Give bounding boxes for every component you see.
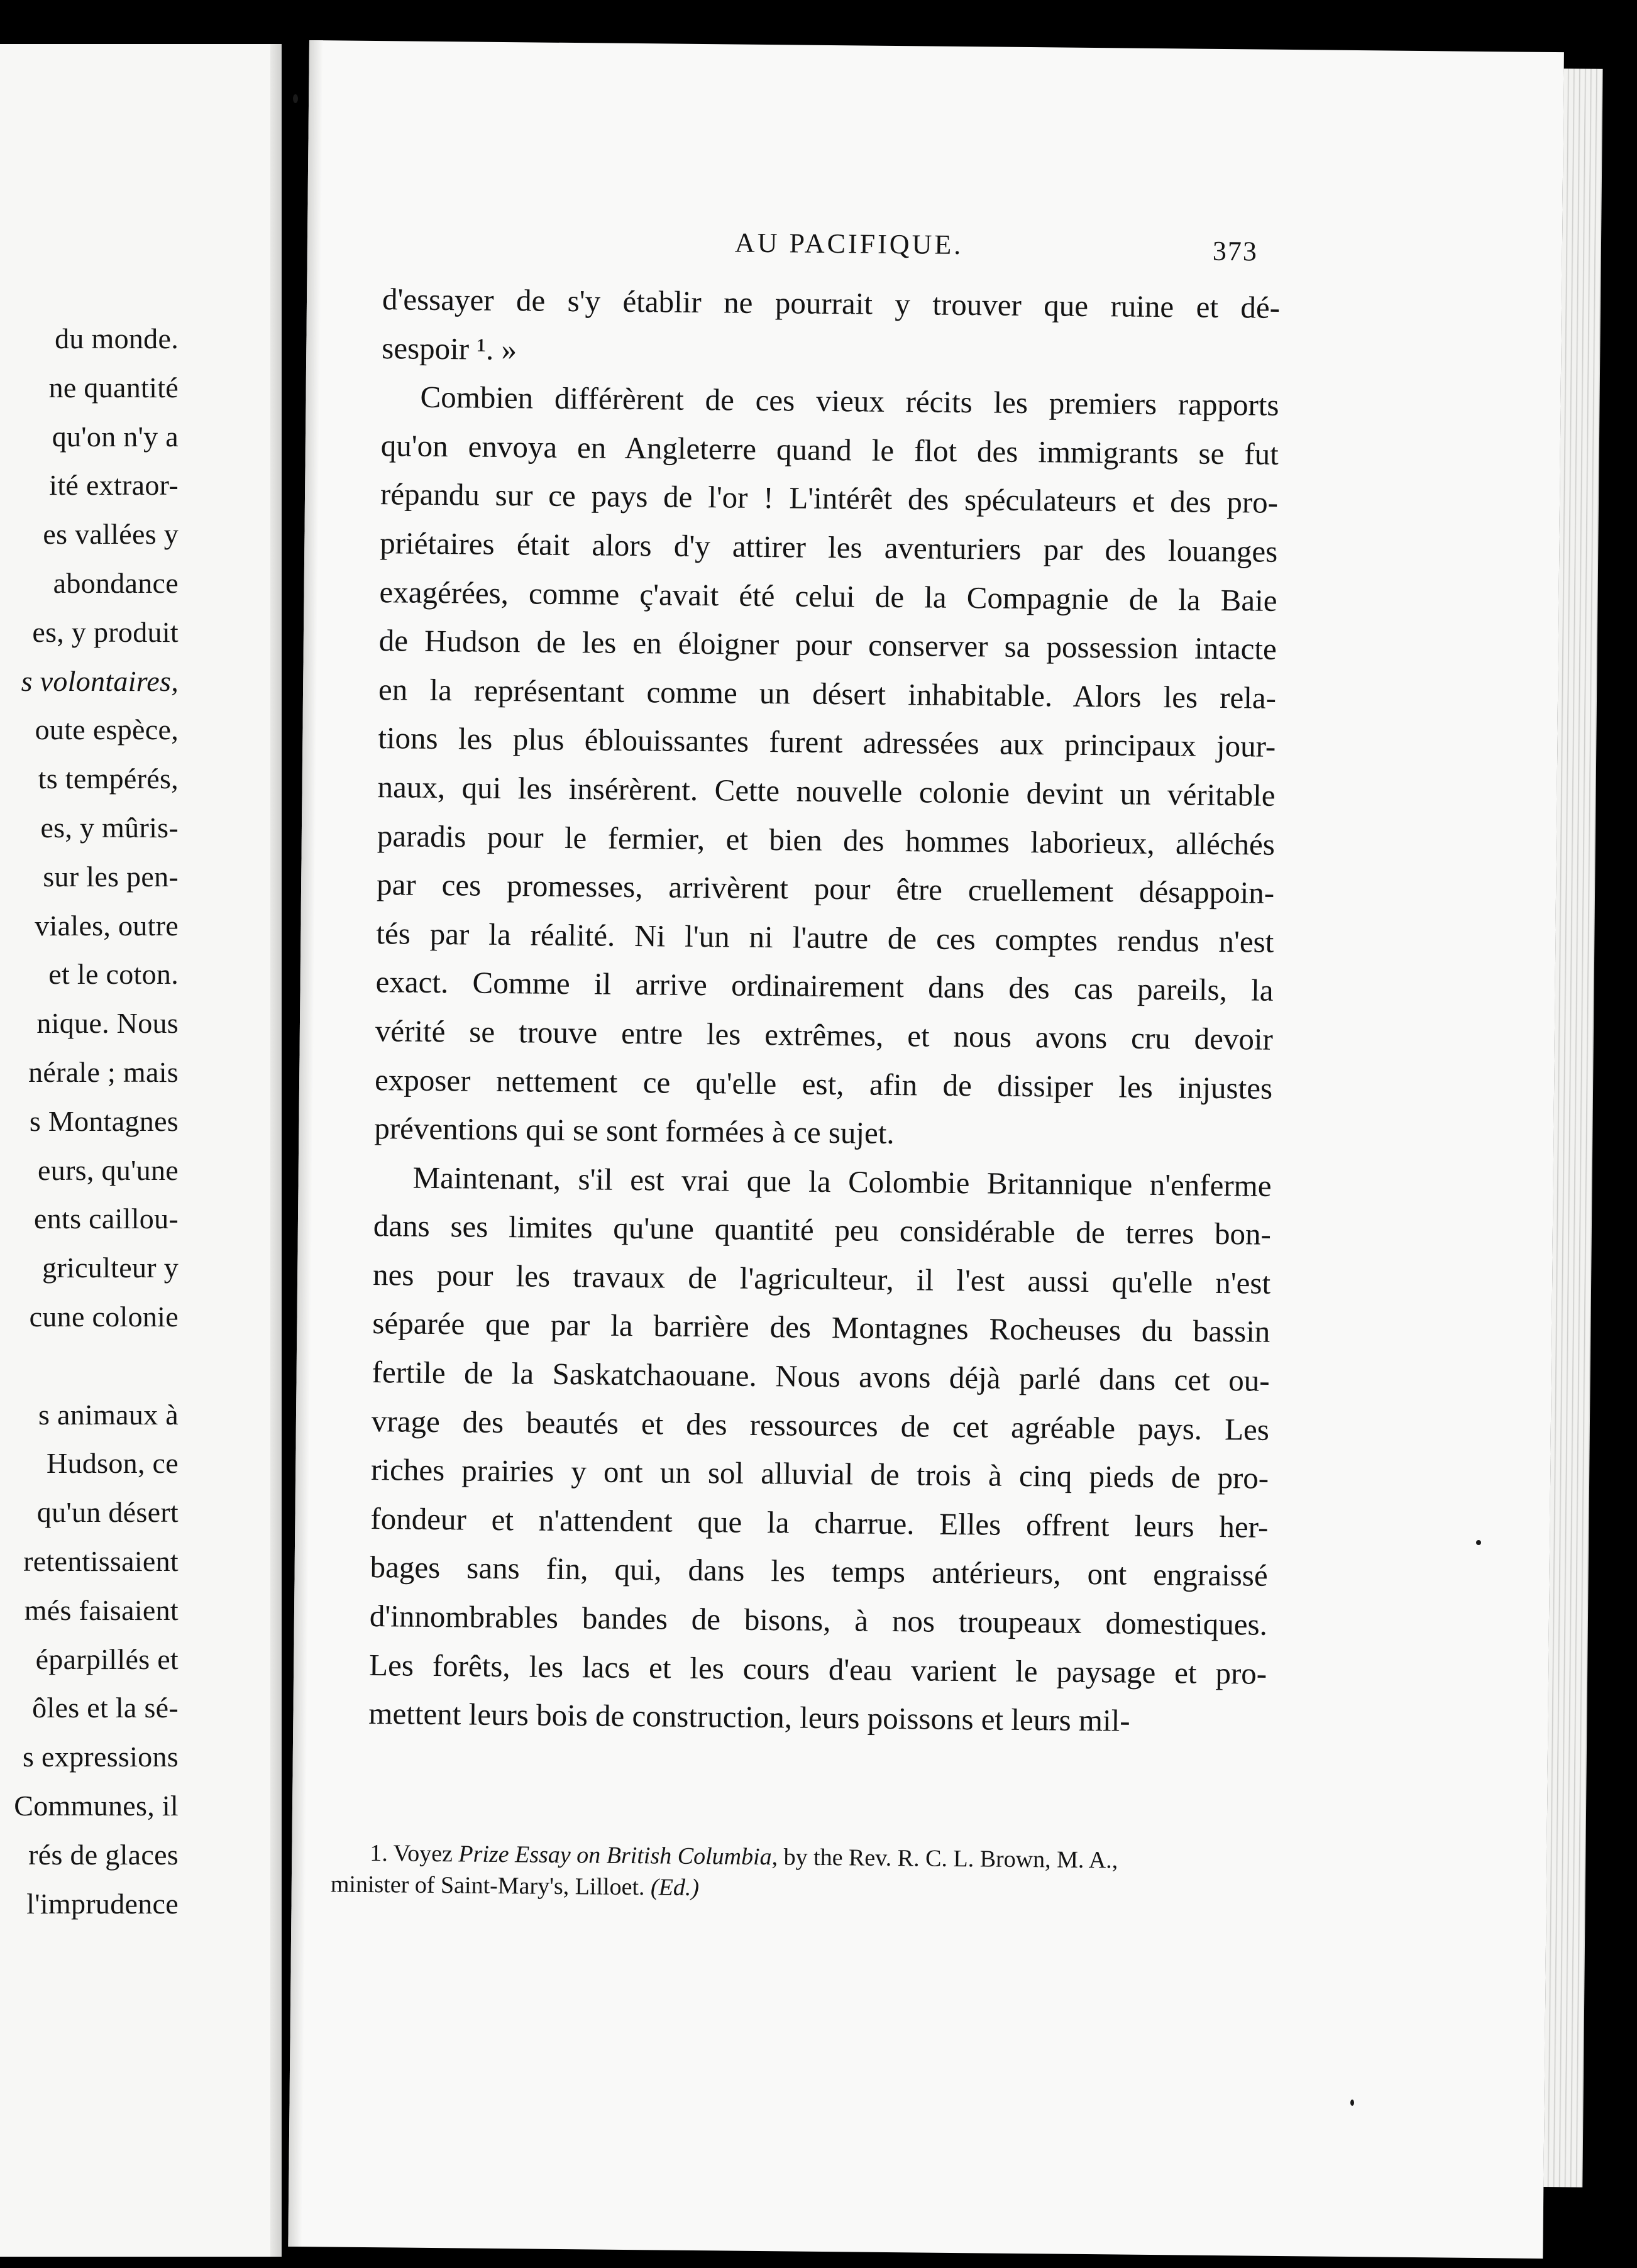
footnote-text-after: by the Rev. R. C. L. Brown, M. A., (783, 1844, 1118, 1874)
left-page-line: ts tempérés, (38, 762, 179, 795)
body-line: tions les plus éblouissantes furent adressées aux principaux jour- (378, 720, 1276, 764)
body-line: d'innombrables bandes de bisons, à nos troupeaux domestiques. (369, 1599, 1268, 1642)
body-line: Maintenant, s'il est vrai que la Colombie Britannique n'enferme (412, 1160, 1272, 1203)
left-page-line: ents caillou- (34, 1203, 179, 1235)
left-page-line: es, y produit (32, 615, 179, 648)
footnote-editor-mark: (Ed.) (650, 1874, 700, 1902)
left-page-line: es vallées y (43, 518, 179, 551)
left-page-line: cune colonie (29, 1300, 179, 1333)
page-edge-stack (1543, 69, 1602, 2187)
left-page-line: oute espèce, (35, 713, 179, 746)
left-page-line: Hudson, ce (47, 1447, 179, 1480)
scan-speck (293, 94, 298, 103)
left-page-line: retentissaient (23, 1544, 179, 1577)
left-page-text (0, 314, 179, 1928)
body-line: naux, qui les insérèrent. Cette nouvelle colonie devint un véritable (377, 769, 1276, 813)
left-page-line: et le coton. (48, 958, 179, 991)
body-line: exact. Comme il arrive ordinairement dans des cas pareils, la (375, 964, 1274, 1008)
left-page-line: s Montagnes (29, 1104, 179, 1137)
left-page-line: s expressions (23, 1741, 179, 1773)
body-line: bages sans fin, qui, dans les temps antérieurs, ont engraissé (370, 1550, 1268, 1594)
left-page-line: nique. Nous (36, 1007, 179, 1040)
left-page-line: nérale ; mais (28, 1055, 179, 1088)
left-page-line: eurs, qu'une (38, 1153, 179, 1186)
body-line: paradis pour le fermier, et bien des hommes laborieux, alléchés (377, 818, 1276, 862)
left-page-line: s animaux à (38, 1398, 179, 1431)
footnote-text-before: Voyez (393, 1840, 453, 1868)
scan-speck (1476, 1540, 1481, 1545)
body-line: vrage des beautés et des ressources de cet agréable pays. Les (371, 1403, 1270, 1447)
left-page-line (0, 1341, 179, 1390)
body-line: Combien différèrent de ces vieux récits les premiers rapports (420, 379, 1279, 423)
body-line: sespoir ¹. » (382, 330, 517, 366)
left-page-line: Communes, il (14, 1789, 179, 1822)
body-line: d'essayer de s'y établir ne pourrait y trouver que ruine et dé- (382, 282, 1281, 325)
left-page-line: es, y mûris- (40, 811, 179, 844)
body-line: nes pour les travaux de l'agriculteur, il l'est aussi qu'elle n'est (372, 1257, 1271, 1301)
left-page-line: més faisaient (24, 1594, 179, 1626)
footnote-marker: 1. (370, 1840, 389, 1867)
body-line: tés par la réalité. Ni l'un ni l'autre de ces comptes rendus n'est (376, 915, 1274, 959)
body-line: riches prairies y ont un sol alluvial de trois à cinq pieds de pro- (370, 1452, 1269, 1496)
left-page-line: sur les pen- (43, 860, 179, 893)
body-line: de Hudson de les en éloigner pour conserver sa possession intacte (378, 623, 1277, 666)
body-line: en la représentant comme un désert inhabitable. Alors les rela- (378, 671, 1277, 715)
body-line: fondeur et n'attendent que la charrue. Elles offrent leurs her- (370, 1500, 1269, 1544)
running-head: AU PACIFIQUE. (734, 227, 964, 260)
left-page-line: du monde. (55, 322, 179, 355)
body-line: dans ses limites qu'une quantité peu considérable de terres bon- (373, 1208, 1272, 1252)
footnote-line-2-text: minister of Saint-Mary's, Lilloet. (330, 1871, 645, 1901)
page-gutter-shadow (288, 40, 323, 2247)
body-line: par ces promesses, arrivèrent pour être cruellement désappoin- (376, 867, 1275, 910)
left-page-line: s volontaires, (21, 664, 179, 697)
body-line: fertile de la Saskatchaouane. Nous avons déjà parlé dans cet ou- (372, 1355, 1270, 1398)
left-page-line: éparpillés et (35, 1643, 179, 1675)
left-facing-page (0, 44, 282, 2257)
left-page-line: rés de glaces (28, 1838, 179, 1871)
body-line: qu'on envoya en Angleterre quand le flot des immigrants se fut (380, 427, 1279, 471)
scan-speck (1350, 2100, 1354, 2106)
body-text (368, 275, 1280, 1746)
body-line: Les forêts, les lacs et les cours d'eau varient le paysage et pro- (368, 1647, 1267, 1691)
body-line: séparée que par la barrière des Montagnes Rocheuses du bassin (372, 1306, 1270, 1350)
left-page-line: ne quantité (48, 371, 179, 404)
left-page-line: abondance (53, 566, 179, 599)
footnote-title: Prize Essay on British Columbia, (458, 1841, 778, 1871)
body-line: exposer nettement ce qu'elle est, afin de dissiper les injustes (374, 1062, 1273, 1106)
body-line: vérité se trouve entre les extrêmes, et nous avons cru devoir (375, 1013, 1274, 1057)
body-line: préventions qui se sont formées à ce sujet. (374, 1111, 895, 1151)
footnote (331, 1837, 1262, 1908)
left-page-line: viales, outre (35, 909, 179, 942)
left-page-line: griculteur y (42, 1252, 179, 1284)
page-number: 373 (1212, 235, 1259, 267)
body-line: exagérées, comme ç'avait été celui de la Compagnie de la Baie (379, 574, 1277, 618)
body-line: répandu sur ce pays de l'or ! L'intérêt des spéculateurs et des pro- (380, 476, 1279, 520)
left-page-line: qu'un désert (36, 1496, 179, 1529)
left-page-gutter (270, 44, 282, 2257)
body-line: mettent leurs bois de construction, leurs poissons et leurs mil- (368, 1696, 1130, 1738)
right-page (288, 40, 1564, 2259)
left-page-line: qu'on n'y a (52, 420, 179, 453)
left-page-line: ôles et la sé- (32, 1692, 179, 1724)
body-line: priétaires était alors d'y attirer les aventuriers par des louanges (380, 526, 1278, 569)
left-page-line: ité extraor- (49, 469, 179, 502)
left-page-line: l'imprudence (26, 1887, 179, 1920)
